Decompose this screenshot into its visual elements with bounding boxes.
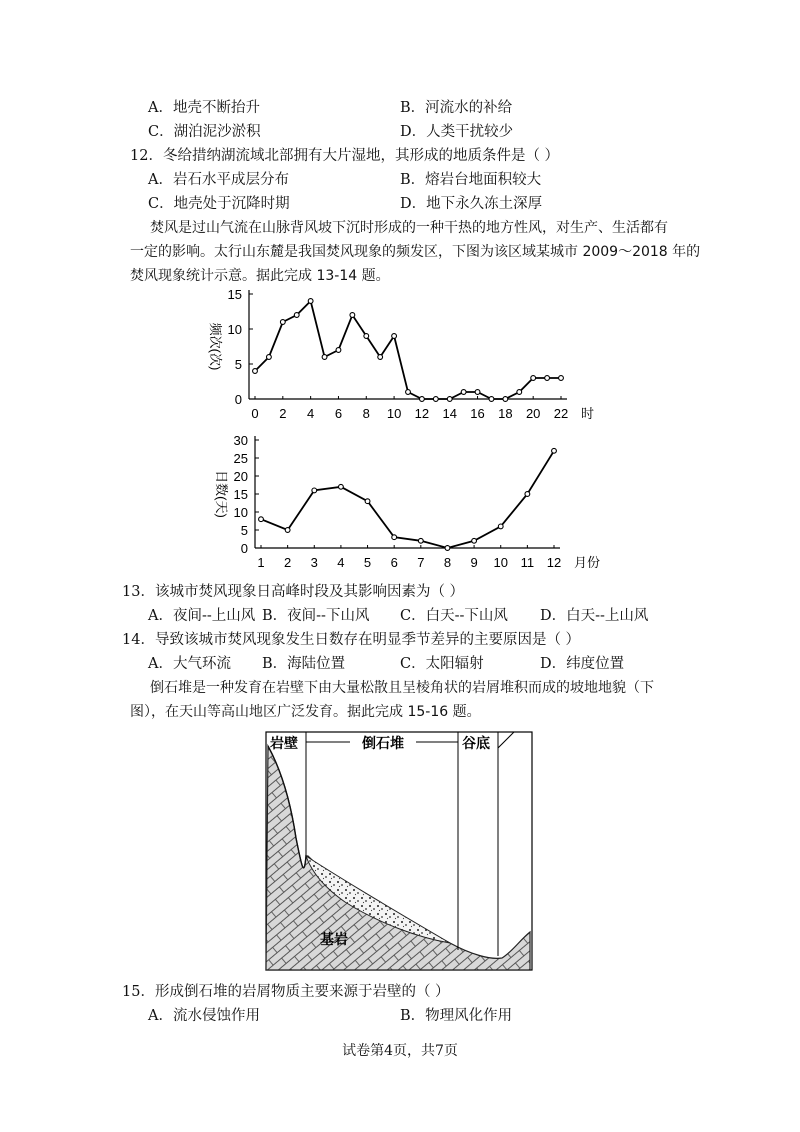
chart1-x-tick-label: 8 bbox=[362, 406, 370, 421]
chart1-x-unit-label: 时 bbox=[581, 406, 595, 421]
chart1-data-point bbox=[475, 390, 480, 395]
q15-option-b: B．物理风化作用 bbox=[400, 1008, 513, 1024]
chart1-data-point bbox=[322, 355, 327, 360]
chart2-x-tick-label: 9 bbox=[470, 555, 478, 570]
chart1-x-tick-label: 0 bbox=[251, 406, 259, 421]
chart2-data-point bbox=[312, 488, 317, 493]
chart1-data-point bbox=[531, 376, 536, 381]
chart2-x-tick-label: 5 bbox=[363, 555, 372, 570]
chart1-y-tick-label: 10 bbox=[227, 322, 242, 337]
chart2-data-point bbox=[445, 546, 450, 551]
chart1-y-tick-label: 5 bbox=[234, 357, 242, 372]
chart1-data-point bbox=[294, 313, 299, 318]
chart2-y-tick-label: 10 bbox=[233, 505, 248, 520]
page-footer: 试卷第4页，共7页 bbox=[342, 1043, 458, 1059]
chart2-data-point bbox=[392, 535, 397, 540]
chart2-data-point bbox=[259, 517, 264, 522]
chart1-data-point bbox=[308, 299, 313, 304]
chart2-data-point bbox=[339, 484, 344, 489]
chart1-x-tick-label: 20 bbox=[525, 406, 541, 421]
chart1-series-line bbox=[255, 301, 561, 399]
chart1-y-tick-label: 15 bbox=[227, 287, 242, 302]
q14-option-d: D．纬度位置 bbox=[540, 656, 625, 672]
chart1-data-point bbox=[447, 397, 452, 402]
chart1-data-point bbox=[253, 369, 258, 374]
q11-option-c: C．湖泊泥沙淤积 bbox=[148, 124, 261, 140]
chart2-data-point bbox=[285, 528, 290, 533]
chart1-data-point bbox=[280, 320, 285, 325]
chart1-x-tick-label: 10 bbox=[386, 406, 402, 421]
chart2-y-tick-label: 20 bbox=[233, 469, 248, 484]
chart2-x-tick-label: 11 bbox=[520, 555, 535, 570]
chart1-data-point bbox=[461, 390, 466, 395]
chart1-data-point bbox=[267, 355, 272, 360]
chart1-data-point bbox=[433, 397, 438, 402]
chart1-data-point bbox=[420, 397, 425, 402]
talus-diagram bbox=[240, 728, 540, 976]
chart1-data-point bbox=[545, 376, 550, 381]
q15-stem: 15．形成倒石堆的岩屑物质主要来源于岩壁的（ ） bbox=[122, 984, 450, 1000]
chart1-data-point bbox=[350, 313, 355, 318]
chart2-x-unit-label: 月份 bbox=[574, 555, 601, 570]
passage1-line3: 焚风现象统计示意。据此完成 13-14 题。 bbox=[130, 268, 390, 284]
chart1-y-tick-label: 0 bbox=[234, 392, 242, 407]
chart2-data-point bbox=[472, 538, 477, 543]
passage1-line2: 一定的影响。太行山东麓是我国焚风现象的频发区，下图为该区域某城市 2009～2018 年的 bbox=[130, 244, 701, 260]
chart2-y-tick-label: 25 bbox=[233, 451, 248, 466]
q14-stem: 14．导致该城市焚风现象发生日数存在明显季节差异的主要原因是（ ） bbox=[122, 632, 581, 648]
q15-option-a: A．流水侵蚀作用 bbox=[148, 1008, 260, 1024]
q12-stem: 12．冬给措纳湖流域北部拥有大片湿地，其形成的地质条件是（ ） bbox=[130, 148, 560, 164]
chart1-data-point bbox=[392, 334, 397, 339]
label-valley: 谷底 bbox=[462, 735, 490, 751]
chart2-data-point bbox=[552, 448, 557, 453]
chart2-x-tick-label: 1 bbox=[257, 555, 265, 570]
chart1-data-point bbox=[364, 334, 369, 339]
q14-option-a: A．大气环流 bbox=[148, 656, 231, 672]
q14-option-c: C．太阳辐射 bbox=[400, 656, 484, 672]
chart1-y-label: 频次(次) bbox=[208, 322, 223, 371]
chart2-y-tick-label: 5 bbox=[240, 523, 248, 538]
q13-option-c: C．白天--下山风 bbox=[400, 608, 508, 624]
chart2-x-tick-label: 4 bbox=[337, 555, 345, 570]
q11-option-d: D．人类干扰较少 bbox=[400, 124, 514, 140]
chart2-y-label: 日数(天) bbox=[214, 470, 229, 518]
chart2-x-tick-label: 2 bbox=[284, 555, 292, 570]
chart1-x-tick-label: 12 bbox=[414, 406, 430, 421]
chart1-data-point bbox=[517, 390, 522, 395]
chart1-x-tick-label: 2 bbox=[279, 406, 287, 421]
q14-option-b: B．海陆位置 bbox=[262, 656, 346, 672]
chart2-x-tick-label: 12 bbox=[546, 555, 562, 570]
label-talus: 倒石堆 bbox=[362, 735, 404, 751]
chart2-x-tick-label: 10 bbox=[493, 555, 508, 570]
chart2-x-tick-label: 7 bbox=[417, 555, 425, 570]
q13-option-b: B．夜间--下山风 bbox=[262, 608, 370, 624]
q13-stem: 13．该城市焚风现象日高峰时段及其影响因素为（ ） bbox=[122, 584, 465, 600]
passage2-line2: 图），在天山等高山地区广泛发育。据此完成 15-16 题。 bbox=[130, 704, 481, 720]
q13-option-a: A．夜间--上山风 bbox=[148, 608, 256, 624]
chart1-x-tick-label: 22 bbox=[553, 406, 569, 421]
label-bedrock: 基岩 bbox=[320, 931, 348, 947]
chart1-x-tick-label: 6 bbox=[334, 406, 343, 421]
chart1-x-tick-label: 16 bbox=[470, 406, 485, 421]
q11-option-b: B．河流水的补给 bbox=[400, 100, 513, 116]
chart1-x-tick-label: 18 bbox=[498, 406, 513, 421]
chart2-x-tick-label: 3 bbox=[310, 555, 318, 570]
label-wall: 岩壁 bbox=[270, 735, 298, 751]
chart1-data-point bbox=[503, 397, 508, 402]
chart2-x-tick-label: 8 bbox=[443, 555, 452, 570]
q13-option-d: D．白天--上山风 bbox=[540, 608, 649, 624]
q11-option-a: A．地壳不断抬升 bbox=[148, 100, 260, 116]
chart1-data-point bbox=[406, 390, 411, 395]
chart2-y-tick-label: 30 bbox=[233, 433, 248, 448]
passage1-line1: 焚风是过山气流在山脉背风坡下沉时形成的一种干热的地方性风，对生产、生活都有 bbox=[150, 220, 668, 236]
q12-option-c: C．地壳处于沉降时期 bbox=[148, 196, 290, 212]
chart2-data-point bbox=[498, 524, 503, 529]
q12-option-b: B．熔岩台地面积较大 bbox=[400, 172, 542, 188]
passage2-line1: 倒石堆是一种发育在岩壁下由大量松散且呈棱角状的岩屑堆积而成的坡地地貌（下 bbox=[150, 680, 654, 696]
chart2-x-tick-label: 6 bbox=[390, 555, 398, 570]
chart2-data-point bbox=[365, 499, 370, 504]
chart1-data-point bbox=[559, 376, 564, 381]
chart1-x-tick-label: 14 bbox=[442, 406, 457, 421]
chart2-data-point bbox=[418, 538, 423, 543]
chart1-data-point bbox=[336, 348, 341, 353]
q12-option-d: D．地下永久冻土深厚 bbox=[400, 196, 543, 212]
chart1-data-point bbox=[489, 397, 494, 402]
chart2-series-line bbox=[261, 451, 554, 548]
q12-option-a: A．岩石水平成层分布 bbox=[148, 172, 289, 188]
chart2-y-tick-label: 0 bbox=[240, 541, 248, 556]
chart1-data-point bbox=[378, 355, 383, 360]
chart2-data-point bbox=[525, 492, 530, 497]
chart1-x-tick-label: 4 bbox=[307, 406, 315, 421]
chart2-y-tick-label: 15 bbox=[233, 487, 248, 502]
